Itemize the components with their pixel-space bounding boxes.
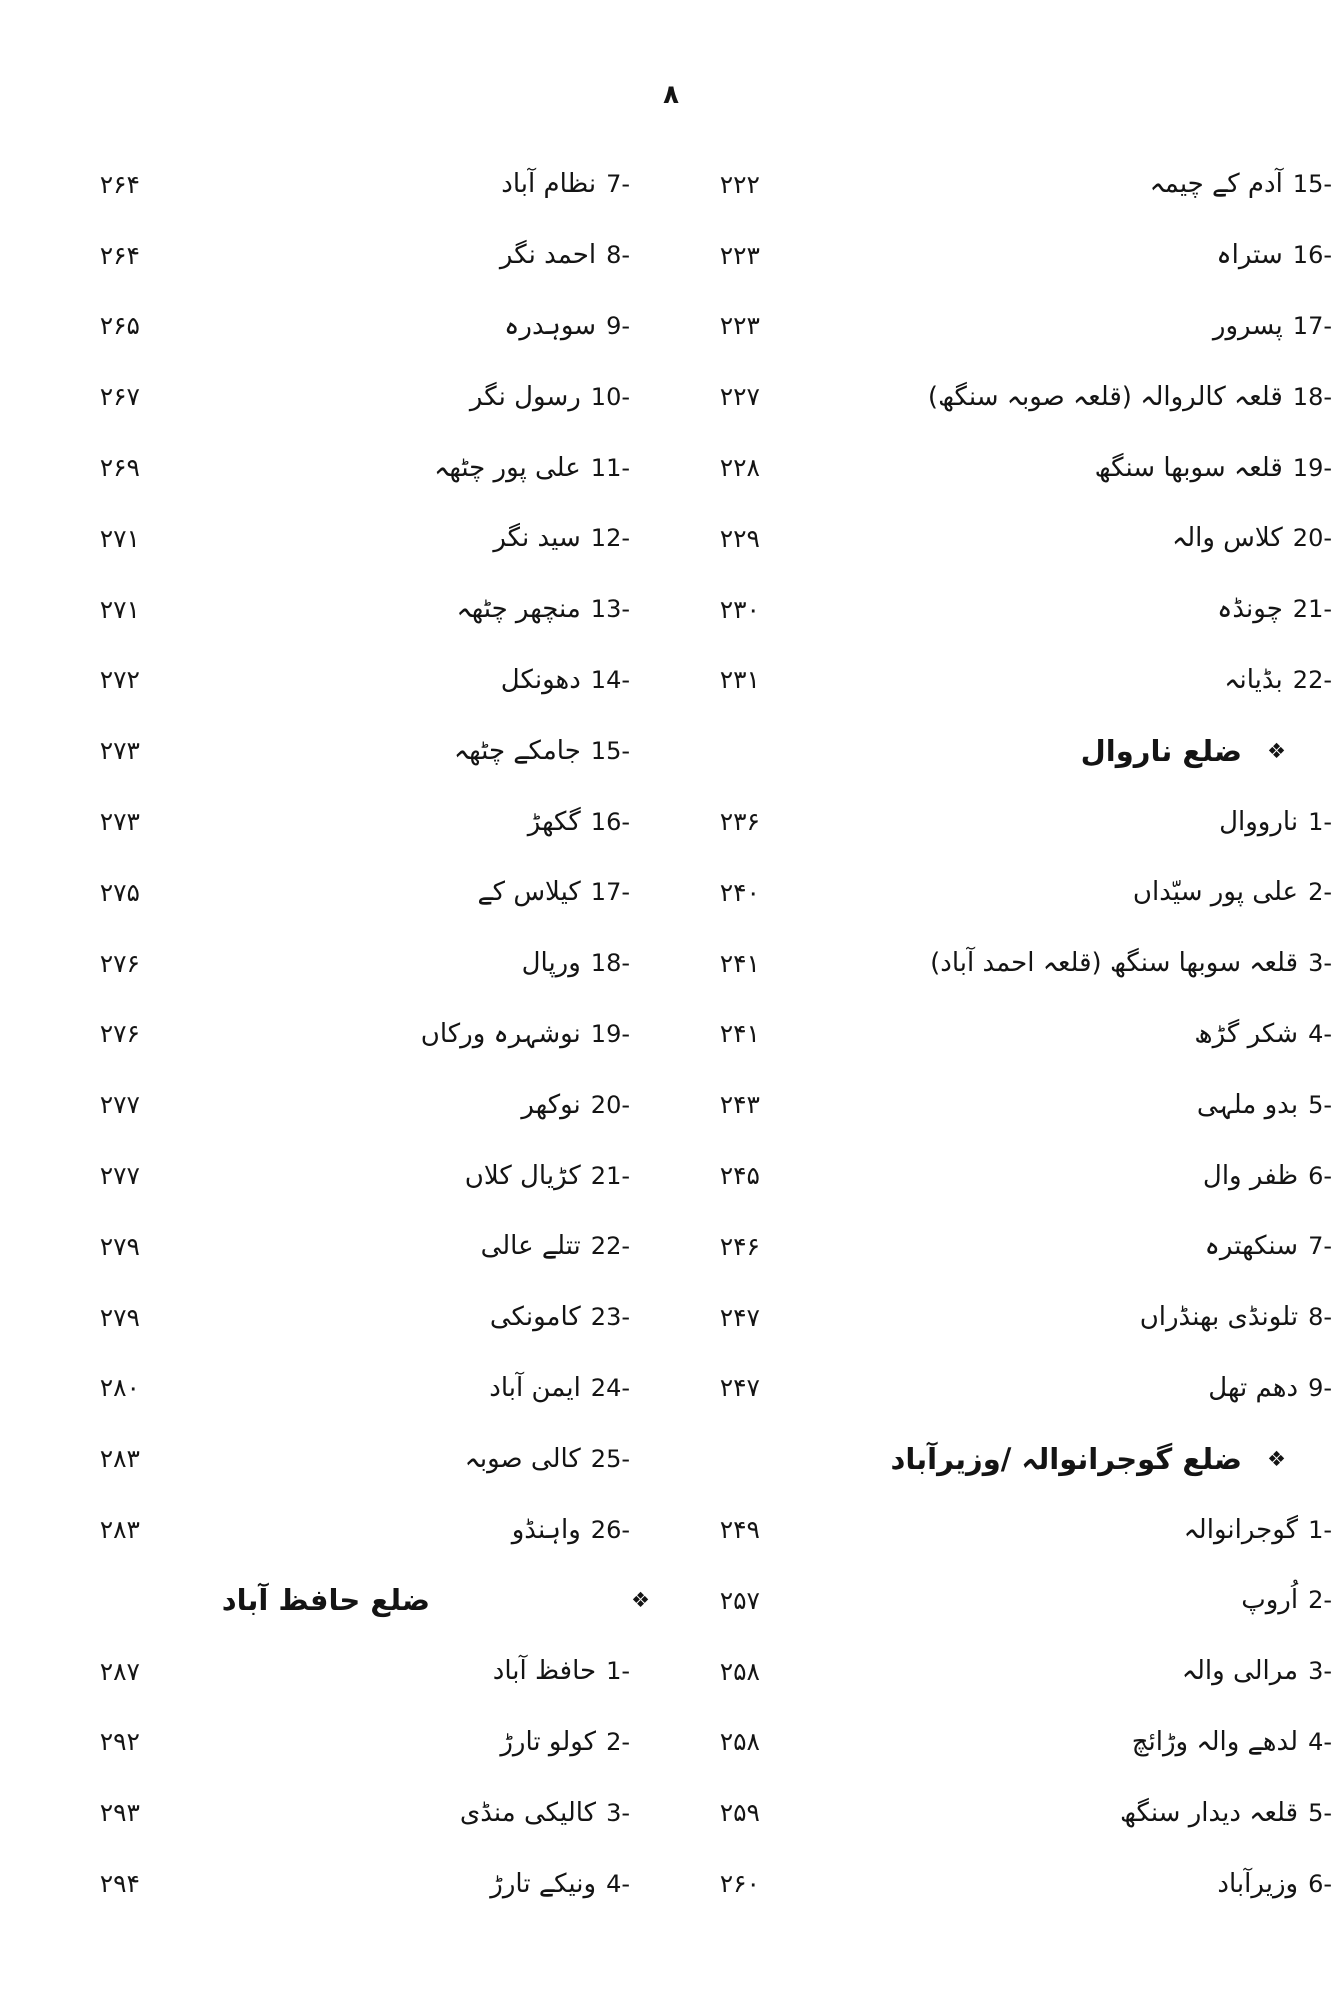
toc-left-half <box>0 1848 660 1919</box>
page-ref-number: ۲۶۴ <box>99 240 140 270</box>
page-ref-number: ۲۵۸ <box>719 1727 760 1757</box>
toc-left-half <box>0 786 660 857</box>
entry-number: 22- <box>590 1232 630 1261</box>
toc-entry <box>140 948 660 978</box>
toc-left-half <box>0 1353 660 1424</box>
table-row <box>0 1282 1342 1353</box>
toc-left-half <box>0 1140 660 1211</box>
toc-entry <box>760 1302 1342 1332</box>
toc-entry <box>760 1019 1342 1049</box>
entry-title: قلعہ کالروالہ (قلعہ صوبہ سنگھ) <box>927 381 1283 412</box>
toc-entry <box>140 1798 660 1828</box>
entry-number: 17- <box>590 878 630 907</box>
entry-number: 4- <box>606 1869 630 1898</box>
entry-title: ورپال <box>521 948 581 979</box>
toc-left-half <box>0 1211 660 1282</box>
entry-title: حافظ آباد <box>492 1656 597 1687</box>
toc-entry <box>760 948 1342 978</box>
toc-entry <box>140 594 660 624</box>
page-ref-number: ۲۴۷ <box>719 1373 760 1403</box>
toc-right-half <box>660 857 1342 928</box>
toc-right-half <box>660 715 1342 786</box>
entry-number: 3- <box>606 1798 630 1827</box>
toc-entry <box>760 1869 1342 1899</box>
table-row <box>0 1707 1342 1778</box>
toc-right-half <box>660 1494 1342 1565</box>
entry-title: دھم تھل <box>1208 1372 1299 1403</box>
entry-title: کلاس والہ <box>1171 523 1283 554</box>
entry-title: واہنڈو <box>511 1514 581 1545</box>
entry-number: 1- <box>1308 807 1332 836</box>
toc-entry <box>760 877 1342 907</box>
toc-left-half <box>0 1565 660 1636</box>
entry-title: دھونکل <box>500 664 581 695</box>
table-row <box>0 1636 1342 1707</box>
entry-title: ونیکے تارڑ <box>490 1868 597 1899</box>
toc-right-half <box>660 1423 1342 1494</box>
entry-title: کامونکی <box>489 1302 581 1333</box>
toc-entry <box>760 1656 1342 1686</box>
entry-number: 19- <box>590 1019 630 1048</box>
toc-entry <box>760 1231 1342 1261</box>
section-title: ضلع حافظ آباد <box>221 1583 430 1618</box>
toc-entry <box>140 1515 660 1545</box>
entry-title: نوکھر <box>521 1089 581 1120</box>
page-ref-number: ۲۶۵ <box>99 311 140 341</box>
page-ref-number: ۲۶۷ <box>99 382 140 412</box>
page-ref-number: ۲۷۳ <box>99 807 140 837</box>
entry-title: وزیرآباد <box>1217 1868 1299 1899</box>
toc-right-half <box>660 574 1342 645</box>
table-row <box>0 645 1342 716</box>
page-ref-number: ۲۷۶ <box>99 948 140 978</box>
table-row <box>0 1140 1342 1211</box>
entry-number: 1- <box>1308 1515 1332 1544</box>
entry-number: 16- <box>590 807 630 836</box>
toc-entry <box>760 1090 1342 1120</box>
page-ref-number: ۲۲۲ <box>719 169 760 199</box>
page-ref-number: ۲۶۴ <box>99 169 140 199</box>
entry-title: لدھے والہ وڑائچ <box>1131 1726 1299 1757</box>
page-ref-number: ۲۸۳ <box>99 1444 140 1474</box>
toc-entry <box>140 1444 660 1474</box>
entry-number: 9- <box>1308 1373 1332 1402</box>
entry-title: کالی صوبہ <box>464 1443 581 1474</box>
entry-number: 3- <box>1308 949 1332 978</box>
entry-title: سوہدرہ <box>504 310 597 341</box>
entry-title: علی پور سیّداں <box>1132 877 1299 908</box>
page-ref-number: ۲۷۳ <box>99 736 140 766</box>
entry-number: 23- <box>590 1303 630 1332</box>
entry-number: 6- <box>1308 1869 1332 1898</box>
entry-number: 20- <box>590 1090 630 1119</box>
diamond-icon: ❖ <box>1267 1446 1286 1471</box>
page-ref-number: ۲۷۵ <box>99 877 140 907</box>
toc-right-half <box>660 149 1342 220</box>
table-row <box>0 149 1342 220</box>
section-title: ضلع گوجرانوالہ /وزیرآباد <box>890 1441 1242 1476</box>
page-ref-number: ۲۴۶ <box>719 1231 760 1261</box>
entry-number: 7- <box>606 170 630 199</box>
toc-left-half <box>0 503 660 574</box>
entry-title: سید نگر <box>493 523 581 554</box>
entry-number: 9- <box>606 311 630 340</box>
entry-title: قلعہ دیدار سنگھ <box>1120 1797 1299 1828</box>
section-header <box>660 1423 1342 1494</box>
toc-entry <box>760 240 1342 270</box>
table-row <box>0 574 1342 645</box>
toc-right-half <box>660 1353 1342 1424</box>
entry-number: 6- <box>1308 1161 1332 1190</box>
toc-entry <box>140 453 660 483</box>
toc-right-half <box>660 645 1342 716</box>
entry-number: 8- <box>606 241 630 270</box>
table-row <box>0 1777 1342 1848</box>
entry-number: 24- <box>590 1373 630 1402</box>
entry-title: علی پور چٹھہ <box>434 452 581 483</box>
page-ref-number: ۲۷۱ <box>99 523 140 553</box>
entry-number: 4- <box>1308 1019 1332 1048</box>
entry-title: نوشہرہ ورکاں <box>420 1018 581 1049</box>
table-row <box>0 1494 1342 1565</box>
entry-number: 26- <box>590 1515 630 1544</box>
entry-title: کالیکی منڈی <box>459 1797 597 1828</box>
toc-right-half <box>660 1211 1342 1282</box>
toc-entry <box>140 1302 660 1332</box>
diamond-icon: ❖ <box>1267 738 1286 763</box>
page-ref-number: ۲۳۱ <box>719 665 760 695</box>
toc-left-half <box>0 220 660 291</box>
toc-entry <box>760 1585 1342 1615</box>
page-ref-number: ۲۴۱ <box>719 1019 760 1049</box>
entry-number: 19- <box>1292 453 1332 482</box>
toc-entry <box>760 1515 1342 1545</box>
page-ref-number: ۲۶۹ <box>99 453 140 483</box>
page-ref-number: ۲۴۱ <box>719 948 760 978</box>
toc-right-half <box>660 1069 1342 1140</box>
entry-number: 1- <box>606 1657 630 1686</box>
toc-left-half <box>0 1707 660 1778</box>
entry-number: 18- <box>1292 382 1332 411</box>
page-ref-number: ۲۲۹ <box>719 523 760 553</box>
entry-title: ظفر وال <box>1202 1160 1299 1191</box>
page-ref-number: ۲۲۳ <box>719 240 760 270</box>
toc-left-half <box>0 574 660 645</box>
entry-number: 16- <box>1292 241 1332 270</box>
page-ref-number: ۲۴۵ <box>719 1161 760 1191</box>
toc-entry <box>140 877 660 907</box>
page-ref-number: ۲۵۹ <box>719 1798 760 1828</box>
toc-left-half <box>0 291 660 362</box>
toc-left-half <box>0 715 660 786</box>
toc-right-half <box>660 220 1342 291</box>
entry-title: کیلاس کے <box>477 877 581 908</box>
toc-right-half <box>660 999 1342 1070</box>
table-row <box>0 1069 1342 1140</box>
page-ref-number: ۲۸۳ <box>99 1515 140 1545</box>
toc-entry <box>760 1798 1342 1828</box>
entry-number: 2- <box>1308 1586 1332 1615</box>
toc-left-half <box>0 857 660 928</box>
page-ref-number: ۲۷۹ <box>99 1302 140 1332</box>
entry-number: 12- <box>590 524 630 553</box>
entry-number: 15- <box>590 736 630 765</box>
toc-entry <box>760 594 1342 624</box>
toc-left-half <box>0 361 660 432</box>
toc-entry <box>140 1727 660 1757</box>
toc-entry <box>140 1373 660 1403</box>
entry-number: 20- <box>1292 524 1332 553</box>
page-ref-number: ۲۵۷ <box>719 1585 760 1615</box>
toc-entry <box>760 311 1342 341</box>
entry-title: احمد نگر <box>499 240 597 271</box>
entry-title: منچھر چٹھہ <box>456 594 581 625</box>
table-row <box>0 857 1342 928</box>
toc-entry <box>760 665 1342 695</box>
page-ref-number: ۲۷۶ <box>99 1019 140 1049</box>
entry-title: گکھڑ <box>527 806 581 837</box>
section-header <box>0 1565 660 1636</box>
page-ref-number: ۲۲۸ <box>719 453 760 483</box>
toc-right-half <box>660 1707 1342 1778</box>
toc-entry <box>140 1656 660 1686</box>
table-row <box>0 1565 1342 1636</box>
entry-number: 13- <box>590 595 630 624</box>
entry-title: سنکھترہ <box>1204 1231 1299 1262</box>
toc-right-half <box>660 1565 1342 1636</box>
toc-left-half <box>0 1423 660 1494</box>
page-ref-number: ۲۸۰ <box>99 1373 140 1403</box>
entry-number: 2- <box>1308 878 1332 907</box>
entry-number: 2- <box>606 1727 630 1756</box>
toc-right-half <box>660 786 1342 857</box>
entry-title: مرالی والہ <box>1181 1656 1299 1687</box>
toc-entry <box>140 169 660 199</box>
entry-title: بڈیانہ <box>1224 664 1283 695</box>
entry-number: 21- <box>1292 595 1332 624</box>
toc-entry <box>140 1161 660 1191</box>
entry-number: 10- <box>590 382 630 411</box>
toc-entry <box>760 1373 1342 1403</box>
toc-rows <box>0 149 1342 1919</box>
entry-title: نظام آباد <box>501 169 597 200</box>
toc-left-half <box>0 432 660 503</box>
table-row <box>0 928 1342 999</box>
toc-right-half <box>660 503 1342 574</box>
toc-right-half <box>660 432 1342 503</box>
entry-number: 22- <box>1292 665 1332 694</box>
entry-title: تلونڈی بھنڈراں <box>1139 1302 1299 1333</box>
entry-number: 5- <box>1308 1090 1332 1119</box>
entry-title: تتلے عالی <box>480 1231 581 1262</box>
entry-title: قلعہ سوبھا سنگھ <box>1094 452 1283 483</box>
entry-title: پسرور <box>1212 310 1283 341</box>
entry-title: ستراہ <box>1216 240 1283 271</box>
entry-number: 7- <box>1308 1232 1332 1261</box>
entry-number: 25- <box>590 1444 630 1473</box>
toc-right-half <box>660 1282 1342 1353</box>
entry-number: 17- <box>1292 311 1332 340</box>
toc-entry <box>140 807 660 837</box>
toc-left-half <box>0 645 660 716</box>
table-row <box>0 291 1342 362</box>
page-ref-number: ۲۹۴ <box>99 1869 140 1899</box>
page-ref-number: ۲۴۳ <box>719 1090 760 1120</box>
entry-number: 18- <box>590 949 630 978</box>
entry-title: چونڈہ <box>1217 594 1283 625</box>
table-row <box>0 1423 1342 1494</box>
table-row <box>0 220 1342 291</box>
page-ref-number: ۲۵۸ <box>719 1656 760 1686</box>
toc-entry <box>140 1019 660 1049</box>
entry-number: 4- <box>1308 1727 1332 1756</box>
entry-title: کولو تارڑ <box>500 1726 597 1757</box>
page-ref-number: ۲۳۶ <box>719 807 760 837</box>
entry-title: قلعہ سوبھا سنگھ (قلعہ احمد آباد) <box>930 948 1299 979</box>
entry-number: 5- <box>1308 1798 1332 1827</box>
entry-number: 21- <box>590 1161 630 1190</box>
toc-entry <box>760 453 1342 483</box>
entry-title: بدو ملہی <box>1196 1089 1299 1120</box>
page-ref-number: ۲۲۷ <box>719 382 760 412</box>
table-row <box>0 715 1342 786</box>
table-row <box>0 1211 1342 1282</box>
toc-entry <box>140 382 660 412</box>
page-ref-number: ۲۴۷ <box>719 1302 760 1332</box>
toc-entry <box>760 169 1342 199</box>
toc-entry <box>760 1161 1342 1191</box>
toc-right-half <box>660 1848 1342 1919</box>
toc-entry <box>760 807 1342 837</box>
page-ref-number: ۲۷۱ <box>99 594 140 624</box>
toc-entry <box>140 523 660 553</box>
page-ref-number: ۲۷۷ <box>99 1161 140 1191</box>
entry-number: 11- <box>590 453 630 482</box>
toc-entry <box>760 382 1342 412</box>
toc-right-half <box>660 1636 1342 1707</box>
toc-entry <box>140 240 660 270</box>
entry-title: جامکے چٹھہ <box>453 735 581 766</box>
toc-entry <box>140 1869 660 1899</box>
toc-right-half <box>660 361 1342 432</box>
entry-number: 8- <box>1308 1303 1332 1332</box>
toc-entry <box>760 523 1342 553</box>
entry-number: 14- <box>590 665 630 694</box>
page-ref-number: ۲۴۹ <box>719 1515 760 1545</box>
entry-title: اُروپ <box>1241 1585 1299 1616</box>
page-ref-number: ۲۷۹ <box>99 1231 140 1261</box>
table-row <box>0 1848 1342 1919</box>
toc-entry <box>140 665 660 695</box>
table-row <box>0 786 1342 857</box>
toc-entry <box>760 1727 1342 1757</box>
entry-title: کڑیال کلاں <box>464 1160 581 1191</box>
entry-title: آدم کے چیمہ <box>1149 169 1283 200</box>
page-ref-number: ۲۸۷ <box>99 1656 140 1686</box>
toc-left-half <box>0 928 660 999</box>
toc-entry <box>140 1231 660 1261</box>
toc-right-half <box>660 291 1342 362</box>
page-ref-number: ۲۷۲ <box>99 665 140 695</box>
entry-title: شکر گڑھ <box>1194 1018 1299 1049</box>
toc-right-half <box>660 1140 1342 1211</box>
toc-left-half <box>0 999 660 1070</box>
toc-left-half <box>0 1777 660 1848</box>
toc-left-half <box>0 1636 660 1707</box>
table-row <box>0 1353 1342 1424</box>
page-ref-number: ۲۹۳ <box>99 1798 140 1828</box>
entry-number: 15- <box>1292 170 1332 199</box>
toc-right-half <box>660 1777 1342 1848</box>
toc-right-half <box>660 928 1342 999</box>
entry-number: 3- <box>1308 1657 1332 1686</box>
toc-left-half <box>0 1069 660 1140</box>
page-ref-number: ۲۲۳ <box>719 311 760 341</box>
table-row <box>0 999 1342 1070</box>
toc-left-half <box>0 1494 660 1565</box>
toc-entry <box>140 311 660 341</box>
entry-title: رسول نگر <box>469 381 581 412</box>
entry-title: ایمن آباد <box>489 1372 581 1403</box>
page-number-top: ۸ <box>663 80 679 110</box>
table-row <box>0 361 1342 432</box>
section-header <box>660 715 1342 786</box>
page-ref-number: ۲۹۲ <box>99 1727 140 1757</box>
toc-entry <box>140 736 660 766</box>
page-ref-number: ۲۳۰ <box>719 594 760 624</box>
toc-entry <box>140 1090 660 1120</box>
table-row <box>0 503 1342 574</box>
page-ref-number: ۲۷۷ <box>99 1090 140 1120</box>
diamond-icon: ❖ <box>631 1588 650 1613</box>
page-ref-number: ۲۴۰ <box>719 877 760 907</box>
section-title: ضلع ناروال <box>1080 733 1242 768</box>
toc-left-half <box>0 149 660 220</box>
page-ref-number: ۲۶۰ <box>719 1869 760 1899</box>
table-row <box>0 432 1342 503</box>
toc-left-half <box>0 1282 660 1353</box>
entry-title: گوجرانوالہ <box>1183 1514 1299 1545</box>
entry-title: نارووال <box>1219 806 1299 837</box>
